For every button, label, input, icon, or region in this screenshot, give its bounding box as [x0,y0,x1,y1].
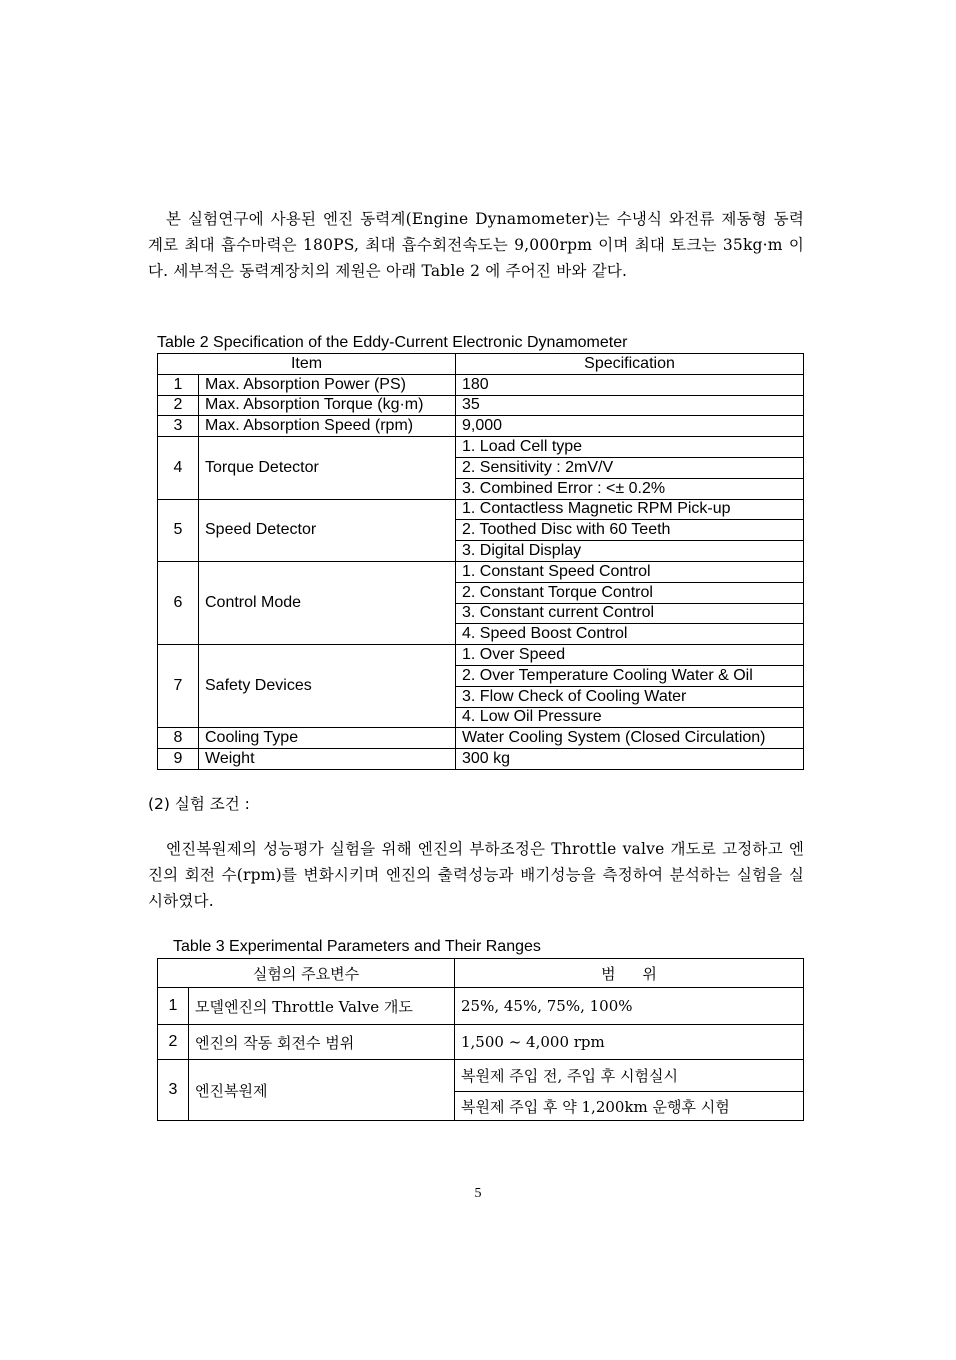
specification-cell: 4. Low Oil Pressure [456,707,804,728]
row-number: 5 [158,499,199,561]
parameter-cell: 엔진복원제 [189,1060,455,1121]
row-number: 3 [158,416,199,437]
table-header-row [158,354,804,375]
specification-cell: 3. Constant current Control [456,603,804,624]
specification-cell: 1. Over Speed [456,645,804,666]
table-row [158,561,804,582]
table-row [158,437,804,458]
table-header-row [158,959,804,988]
specification-cell: 300 kg [456,749,804,770]
row-number: 6 [158,561,199,644]
parameter-cell: 엔진의 작동 회전수 범위 [189,1025,455,1060]
row-number: 4 [158,437,199,499]
item-cell: Speed Detector [199,499,456,561]
row-number: 8 [158,728,199,749]
conditions-paragraph-text: 엔진복원제의 성능평가 실험을 위해 엔진의 부하조정은 Throttle valve 개도로 고정하고 엔진의 회전 수(rpm)를 변화시키며 엔진의 출력성능과 배기성능을 측정하여 분석하는 실험을 실시하였다. [148,840,804,910]
dynamometer-spec-table [157,353,804,770]
row-number: 3 [158,1060,189,1121]
table-row [158,416,804,437]
specification-cell: 1. Load Cell type [456,437,804,458]
table-row [158,988,804,1025]
range-cell: 1,500 ~ 4,000 rpm [455,1025,804,1060]
specification-cell: 1. Contactless Magnetic RPM Pick-up [456,499,804,520]
conditions-paragraph [148,836,804,914]
table-row [158,374,804,395]
row-number: 7 [158,645,199,728]
item-cell: Safety Devices [199,645,456,728]
intro-paragraph [148,206,804,284]
header-parameter: 실험의 주요변수 [158,959,455,988]
row-number: 1 [158,988,189,1025]
table-row [158,1060,804,1092]
table2-caption: Table 2 Specification of the Eddy-Current Electronic Dynamometer [157,334,628,351]
specification-cell: 3. Digital Display [456,541,804,562]
range-cell: 복원제 주입 전, 주입 후 시험실시 [455,1060,804,1092]
row-number: 2 [158,395,199,416]
specification-cell: 180 [456,374,804,395]
section-heading-conditions: (2) 실험 조건 : [148,795,250,813]
table3-caption: Table 3 Experimental Parameters and Their Ranges [173,938,541,955]
specification-cell: 2. Constant Torque Control [456,582,804,603]
table-row [158,499,804,520]
specification-cell: 1. Constant Speed Control [456,561,804,582]
specification-cell: 35 [456,395,804,416]
specification-cell: 3. Combined Error : <± 0.2% [456,478,804,499]
table-row [158,395,804,416]
intro-paragraph-text: 본 실험연구에 사용된 엔진 동력계(Engine Dynamometer)는 수냉식 와전류 제동형 동력계로 최대 흡수마력은 180PS, 최대 흡수회전속도는 9,000rpm 이며 최대 토크는 35kg·m 이다. 세부적은 동력계장치의 제원은 아래 Table 2 에 주어진 바와 같다. [148,210,804,280]
table-row [158,645,804,666]
experimental-parameters-table [157,958,804,1121]
item-cell: Cooling Type [199,728,456,749]
item-cell: Weight [199,749,456,770]
item-cell: Control Mode [199,561,456,644]
item-cell: Max. Absorption Torque (kg·m) [199,395,456,416]
item-cell: Torque Detector [199,437,456,499]
specification-cell: 9,000 [456,416,804,437]
row-number: 2 [158,1025,189,1060]
page-number: 5 [474,1186,482,1201]
table-row [158,728,804,749]
row-number: 1 [158,374,199,395]
parameter-cell: 모델엔진의 Throttle Valve 개도 [189,988,455,1025]
table-row [158,749,804,770]
table-row [158,1025,804,1060]
header-range: 범 위 [455,959,804,988]
row-number: 9 [158,749,199,770]
range-cell: 25%, 45%, 75%, 100% [455,988,804,1025]
header-specification: Specification [456,354,804,375]
specification-cell: 3. Flow Check of Cooling Water [456,686,804,707]
item-cell: Max. Absorption Power (PS) [199,374,456,395]
specification-cell: 2. Toothed Disc with 60 Teeth [456,520,804,541]
header-item: Item [158,354,456,375]
item-cell: Max. Absorption Speed (rpm) [199,416,456,437]
specification-cell: 2. Over Temperature Cooling Water & Oil [456,665,804,686]
specification-cell: Water Cooling System (Closed Circulation) [456,728,804,749]
range-cell: 복원제 주입 후 약 1,200km 운행후 시험 [455,1092,804,1121]
specification-cell: 4. Speed Boost Control [456,624,804,645]
specification-cell: 2. Sensitivity : 2mV/V [456,457,804,478]
